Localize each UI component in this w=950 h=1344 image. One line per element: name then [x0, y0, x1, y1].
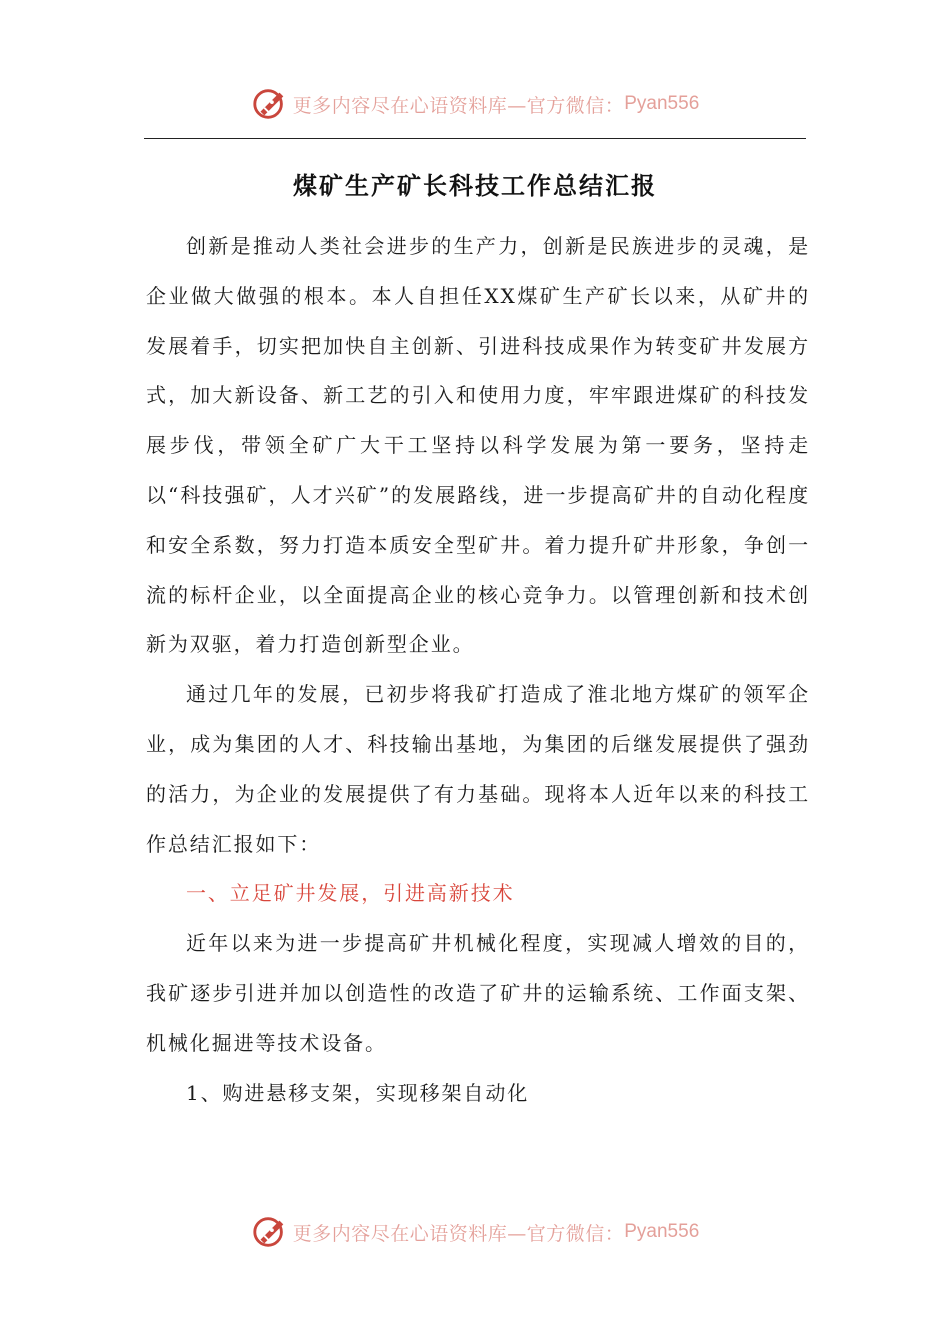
paragraph: 近年以来为进一步提高矿井机械化程度，实现减人增效的目的，我矿逐步引进并加以创造性的改造了矿井的运输系统、工作面支架、机械化掘进等技术设备。 — [146, 931, 810, 1055]
pen-nib-logo-icon — [251, 85, 289, 123]
header-divider — [144, 138, 806, 139]
watermark-text: 更多内容尽在心语资料库—官方微信： — [292, 1222, 625, 1245]
header-watermark — [0, 82, 950, 126]
document-body — [146, 222, 810, 1118]
watermark-wechat-id: Pyan556 — [624, 93, 700, 114]
paragraph: 通过几年的发展，已初步将我矿打造成了淮北地方煤矿的领军企业，成为集团的人才、科技输出基地，为集团的后继发展提供了强劲的活力，为企业的发展提供了有力基础。现将本人近年以来的科技工作总结汇报如下： — [146, 682, 810, 856]
pen-nib-logo-icon — [251, 1213, 289, 1251]
section-heading: 一、立足矿井发展，引进高新技术 — [186, 881, 515, 906]
watermark-wechat-id: Pyan556 — [624, 1221, 700, 1242]
document-title: 煤矿生产矿长科技工作总结汇报 — [293, 171, 657, 200]
paragraph: 创新是推动人类社会进步的生产力，创新是民族进步的灵魂，是企业做大做强的根本。本人自担任XX煤矿生产矿长以来，从矿井的发展着手，切实把加快自主创新、引进科技成果作为转变矿井发展方式，加大新设备、新工艺的引入和使用力度，牢牢跟进煤矿的科技发展步伐，带领全矿广大干工坚持以科学发展为第一要务，坚持走以“科技强矿，人才兴矿”的发展路线，进一步提高矿井的自动化程度和安全系数，努力打造本质安全型矿井。着力提升矿井形象，争创一流的标杆企业，以全面提高企业的核心竞争力。以管理创新和技术创新为双驱，着力打造创新型企业。 — [146, 234, 810, 657]
watermark-text: 更多内容尽在心语资料库—官方微信： — [292, 94, 625, 117]
subsection-heading: 1、购进悬移支架，实现移架自动化 — [186, 1080, 530, 1105]
footer-watermark — [0, 1210, 950, 1254]
